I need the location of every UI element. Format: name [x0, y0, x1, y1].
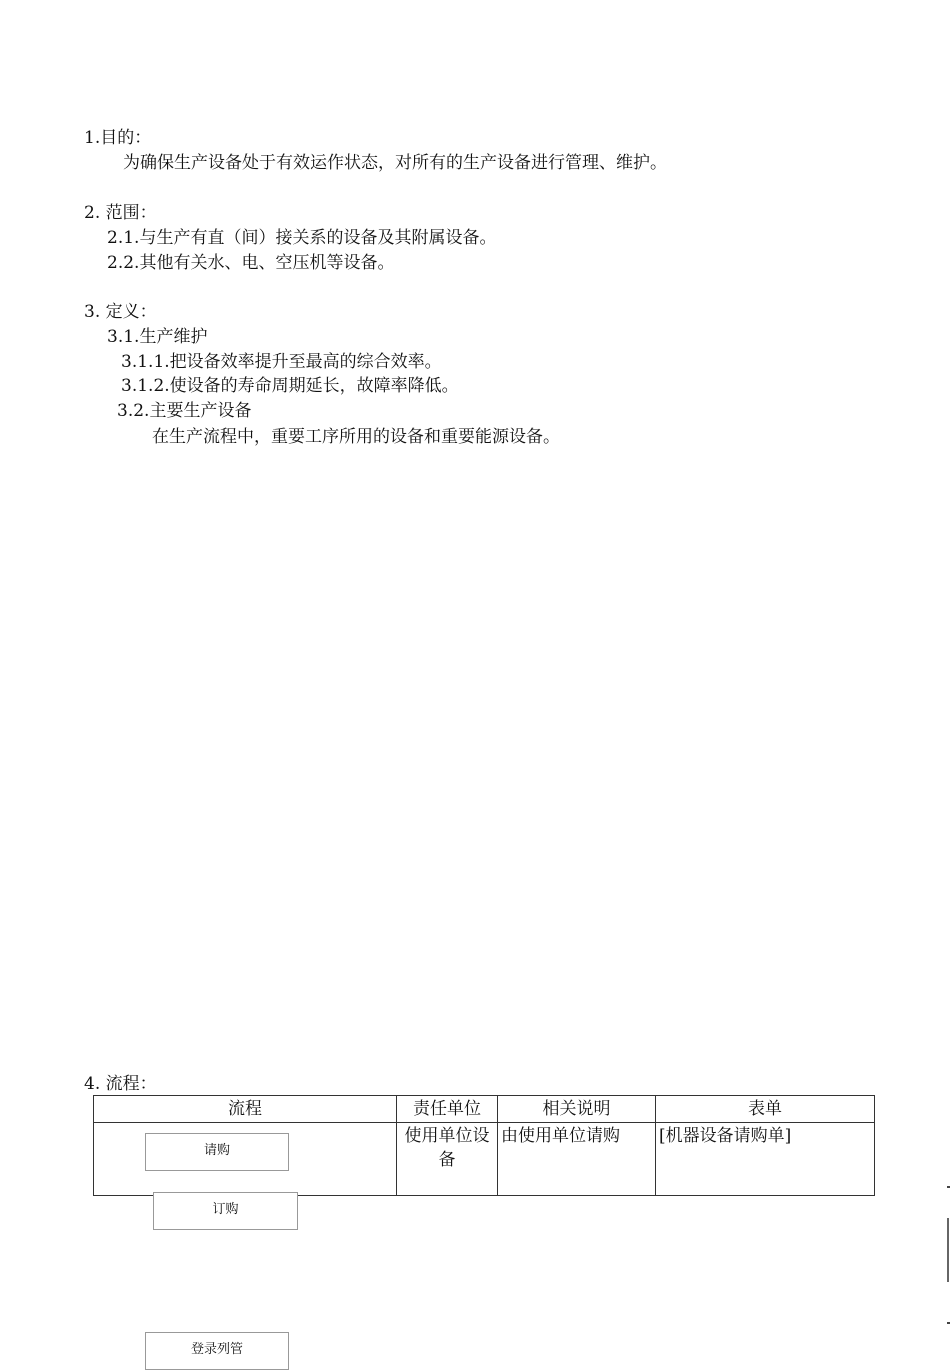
table-header-unit: 责任单位 — [397, 1096, 498, 1123]
table-cell-form: [机器设备请购单] — [656, 1123, 875, 1196]
table-header-description: 相关说明 — [498, 1096, 656, 1123]
section-2-item: 2.2.其他有关水、电、空压机等设备。 — [107, 253, 395, 273]
table-header-form: 表单 — [656, 1096, 875, 1123]
section-3-heading: 3. 定义： — [84, 302, 157, 322]
table-header-process: 流程 — [94, 1096, 397, 1123]
table-cell-description: 由使用单位请购 — [498, 1123, 656, 1196]
table-header-row — [94, 1096, 875, 1123]
section-3-1-heading: 3.1.生产维护 — [107, 327, 208, 347]
edge-mark — [947, 1218, 949, 1282]
section-1-body: 为确保生产设备处于有效运作状态，对所有的生产设备进行管理、维护。 — [123, 153, 667, 173]
section-3-1-item: 3.1.1.把设备效率提升至最高的综合效率。 — [121, 352, 442, 372]
section-3-1-item: 3.1.2.使设备的寿命周期延长，故障率降低。 — [121, 376, 459, 396]
section-3-2-body: 在生产流程中，重要工序所用的设备和重要能源设备。 — [152, 427, 560, 447]
section-2-heading: 2. 范围： — [84, 203, 157, 223]
section-1-heading: 1.目的： — [84, 128, 152, 148]
flow-box-register: 登录列管 — [145, 1332, 289, 1370]
section-3-2-heading: 3.2.主要生产设备 — [117, 401, 252, 421]
table-cell-unit: 使用单位设备 — [397, 1123, 498, 1196]
section-2-item: 2.1.与生产有直（间）接关系的设备及其附属设备。 — [107, 228, 497, 248]
section-4-heading: 4. 流程： — [84, 1074, 157, 1094]
flow-box-order: 订购 — [153, 1192, 298, 1230]
flow-box-request: 请购 — [145, 1133, 289, 1171]
